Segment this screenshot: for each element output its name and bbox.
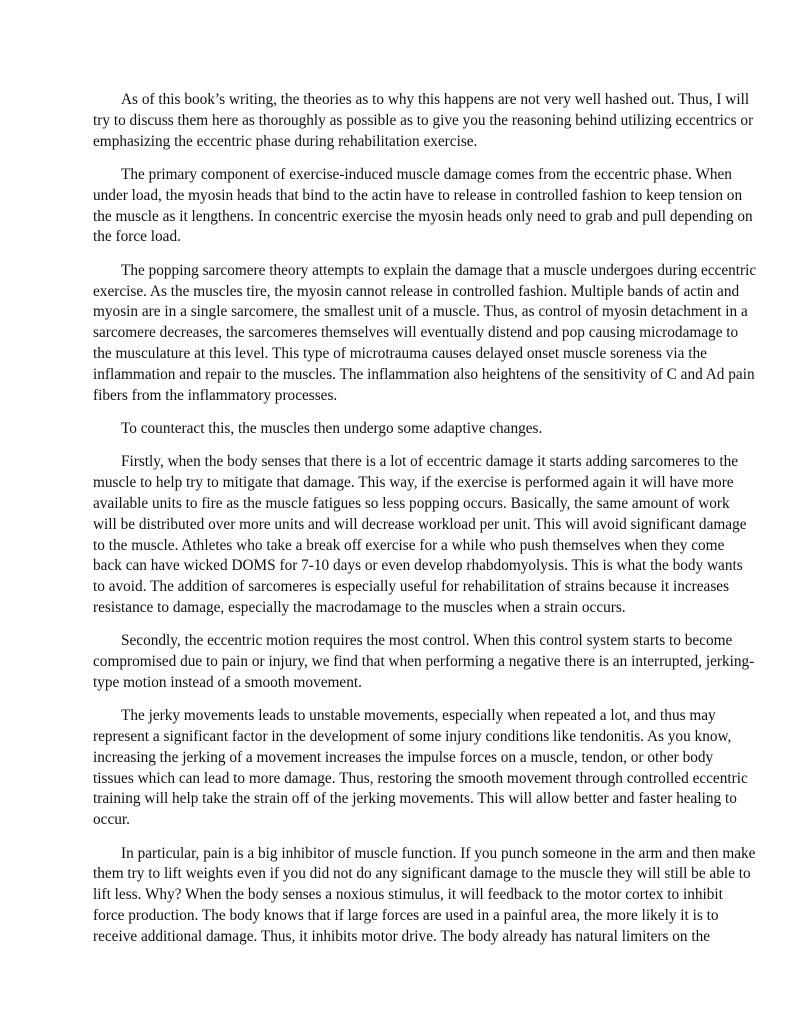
paragraph-theories-intro: As of this book’s writing, the theories as to why this happens are not very well hashed out. Thus, I will try to discuss them here as thoroughly as possible as to give you the reasoning behind utilizing eccentrics or emphasizing the eccentric phase during rehabilitation exercise. xyxy=(93,91,754,150)
paragraph-primary-component: The primary component of exercise-induced muscle damage comes from the eccentric phase. When under load, the myosin heads that bind to the actin have to release in controlled fashion to keep tension on the muscle as it lengthens. In concentric exercise the myosin heads only need to grab and pull depending on the force load. xyxy=(93,165,753,246)
paragraph-jerky-movements: The jerky movements leads to unstable movements, especially when repeated a lot, and thus may represent a significant factor in the development of some injury conditions like tendonitis. As you know, increasing the jerking of a movement increases the impulse forces on a muscle, tendon, or other body tissues which can lead to more damage. Thus, restoring the smooth movement through controlled eccentric training will help take the strain off of the jerking movements. This will allow better and faster healing to occur. xyxy=(93,707,748,829)
paragraph-pain-inhibitor: In particular, pain is a big inhibitor of muscle function. If you punch someone in the arm and then make them try to lift weights even if you did not do any significant damage to the muscle they will still be able to lift less. Why? When the body senses a noxious stimulus, it will feedback to the motor cortex to inhibit force production. The body knows that if large forces are used in a painful area, the more likely it is to receive additional damage. Thus, it inhibits motor drive. The body already has natural limiters on the xyxy=(93,844,756,945)
paragraph-firstly: Firstly, when the body senses that there is a lot of eccentric damage it starts adding sarcomeres to the muscle to help try to mitigate that damage. This way, if the exercise is performed again it will have more available units to fire as the muscle fatigues so less popping occurs. Basically, the same amount of work will be distributed over more units and will decrease workload per unit. This will avoid significant damage to the muscle. Athletes who take a break off exercise for a while who push themselves when they come back can have wicked DOMS for 7-10 days or even develop rhabdomyolysis. This is what the body wants to avoid. The addition of sarcomeres is especially useful for rehabilitation of strains because it increases resistance to damage, especially the macrodamage to the muscles when a strain occurs. xyxy=(93,453,747,616)
paragraph-counteract: To counteract this, the muscles then undergo some adaptive changes. xyxy=(121,419,543,437)
paragraph-secondly: Secondly, the eccentric motion requires the most control. When this control system starts to become compromised due to pain or injury, we find that when performing a negative there is an interrupted, jerking-type motion instead of a smooth movement. xyxy=(93,632,755,691)
paragraph-popping-sarcomere: The popping sarcomere theory attempts to explain the damage that a muscle undergoes during eccentric exercise. As the muscles tire, the myosin cannot release in controlled fashion. Multiple bands of actin and myosin are in a single sarcomere, the smallest unit of a muscle. Thus, as control of myosin detachment in a sarcomere decreases, the sarcomeres themselves will eventually distend and pop causing microdamage to the musculature at this level. This type of microtrauma causes delayed onset muscle soreness via the inflammation and repair to the muscles. The inflammation also heightens of the sensitivity of C and Ad pain fibers from the inflammatory processes. xyxy=(93,261,757,404)
document-page xyxy=(93,90,757,960)
